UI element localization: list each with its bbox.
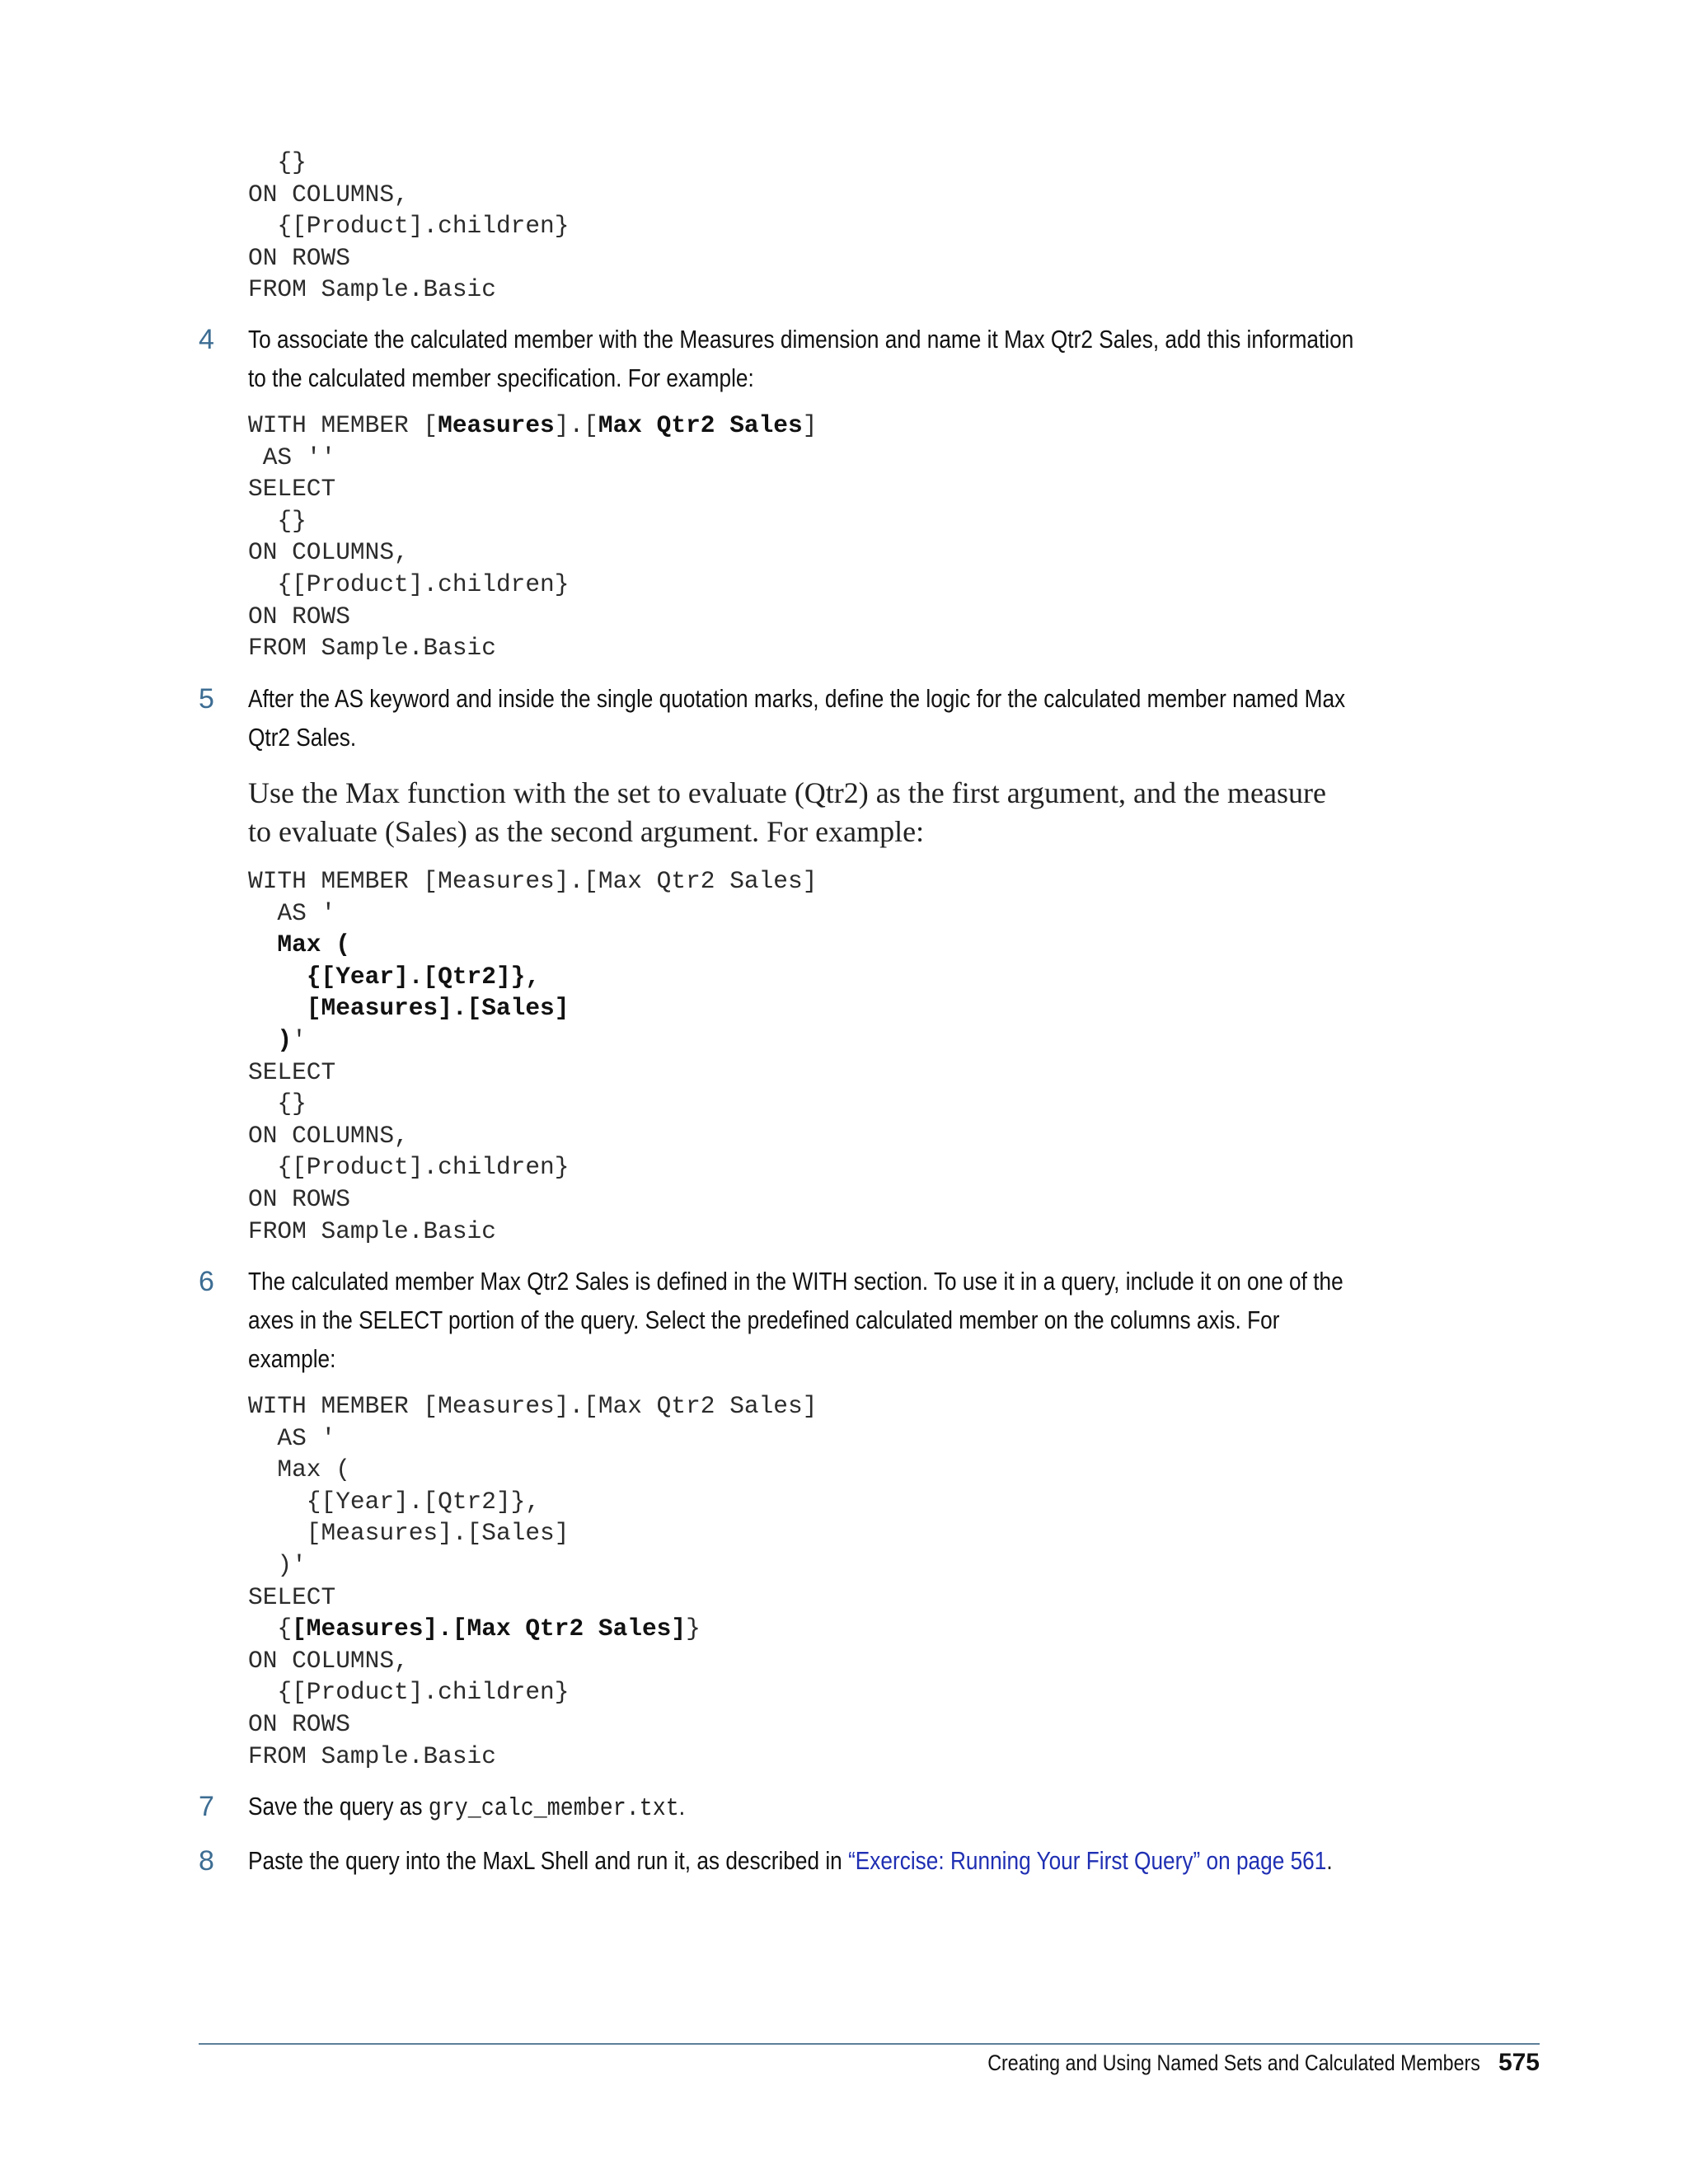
code-line: WITH MEMBER [Measures].[Max Qtr2 Sales] xyxy=(248,1392,818,1420)
code-line: ON ROWS xyxy=(248,602,350,630)
code-line: {[Measures].[Max Qtr2 Sales]} xyxy=(248,1615,701,1643)
step-4-text: To associate the calculated member with the Measures dimension and name it Max Qtr2 Sales, add this information to the calculated member specification. For example: xyxy=(248,326,1354,392)
step-number-4: 4 xyxy=(199,324,214,355)
code-line: [Measures].[Sales] xyxy=(306,994,570,1023)
filename: gry_calc_member.txt xyxy=(428,1794,679,1823)
code-line: WITH MEMBER [Measures].[Max Qtr2 Sales] xyxy=(248,411,818,439)
code-line: FROM Sample.Basic xyxy=(248,634,496,663)
code-line: FROM Sample.Basic xyxy=(248,1741,496,1770)
code-line: {} xyxy=(248,1090,307,1118)
code-line: ON ROWS xyxy=(248,243,350,272)
step-5-text: After the AS keyword and inside the single quotation marks, define the logic for the calculated member named Max Qtr2 Sales. xyxy=(248,685,1346,752)
code-line: {[Product].children} xyxy=(248,1678,570,1707)
code-line: Max ( xyxy=(277,930,350,959)
code-line: ON COLUMNS, xyxy=(248,538,409,567)
code-line: AS ' xyxy=(248,898,336,927)
step-number-7: 7 xyxy=(199,1791,214,1822)
code-line: FROM Sample.Basic xyxy=(248,275,496,304)
code-line: ON COLUMNS, xyxy=(248,1121,409,1150)
code-line: SELECT xyxy=(248,1057,336,1086)
step-7-text: Save the query as gry_calc_member.txt. xyxy=(248,1793,686,1823)
page-footer xyxy=(907,2049,1540,2077)
code-line: AS '' xyxy=(248,443,336,471)
code-line: {} xyxy=(248,148,307,176)
step-number-5: 5 xyxy=(199,683,214,715)
code-line: ON COLUMNS, xyxy=(248,180,409,209)
code-line: {[Year].[Qtr2]}, xyxy=(248,1487,541,1516)
step-number-6: 6 xyxy=(199,1266,214,1297)
code-line: {[Product].children} xyxy=(248,569,570,598)
code-line: )' xyxy=(248,1550,307,1579)
code-block-4 xyxy=(248,1390,817,1772)
step-6-text: The calculated member Max Qtr2 Sales is defined in the WITH section. To use it in a query, include it on one of the axes in the SELECT portion of the query. Select the predefined calculated member on the columns axis. For example: xyxy=(248,1268,1343,1373)
code-line: {} xyxy=(248,506,307,535)
code-line: Max ( xyxy=(248,1455,350,1484)
code-block-2 xyxy=(248,410,817,664)
code-block-1 xyxy=(248,147,569,306)
step-8-text: Paste the query into the MaxL Shell and run it, as described in “Exercise: Running Your First Query” on page 561. xyxy=(248,1847,1333,1875)
code-line: ON COLUMNS, xyxy=(248,1646,409,1675)
code-line: ON ROWS xyxy=(248,1184,350,1213)
code-line: SELECT xyxy=(248,475,336,504)
code-line: {[Product].children} xyxy=(248,1153,570,1182)
code-line: AS ' xyxy=(248,1423,336,1452)
cross-reference-link[interactable]: “Exercise: Running Your First Query” on page 561 xyxy=(848,1847,1327,1875)
code-line: )' xyxy=(277,1025,307,1054)
code-line: WITH MEMBER [Measures].[Max Qtr2 Sales] xyxy=(248,867,818,895)
code-line: [Measures].[Sales] xyxy=(248,1519,570,1548)
code-line: ON ROWS xyxy=(248,1709,350,1738)
step-5-paragraph: Use the Max function with the set to evaluate (Qtr2) as the first argument, and the measure to evaluate (Sales) as the second argument. For example: xyxy=(248,776,1326,848)
code-line: {[Product].children} xyxy=(248,212,570,241)
footer-rule xyxy=(199,2043,1540,2045)
running-footer-title: Creating and Using Named Sets and Calculated Members xyxy=(987,2050,1480,2075)
page-number: 575 xyxy=(1498,2049,1540,2076)
code-line: FROM Sample.Basic xyxy=(248,1216,496,1245)
code-block-3 xyxy=(248,865,817,1247)
code-line: {[Year].[Qtr2]}, xyxy=(306,962,541,991)
step-number-8: 8 xyxy=(199,1845,214,1877)
code-line: SELECT xyxy=(248,1582,336,1611)
